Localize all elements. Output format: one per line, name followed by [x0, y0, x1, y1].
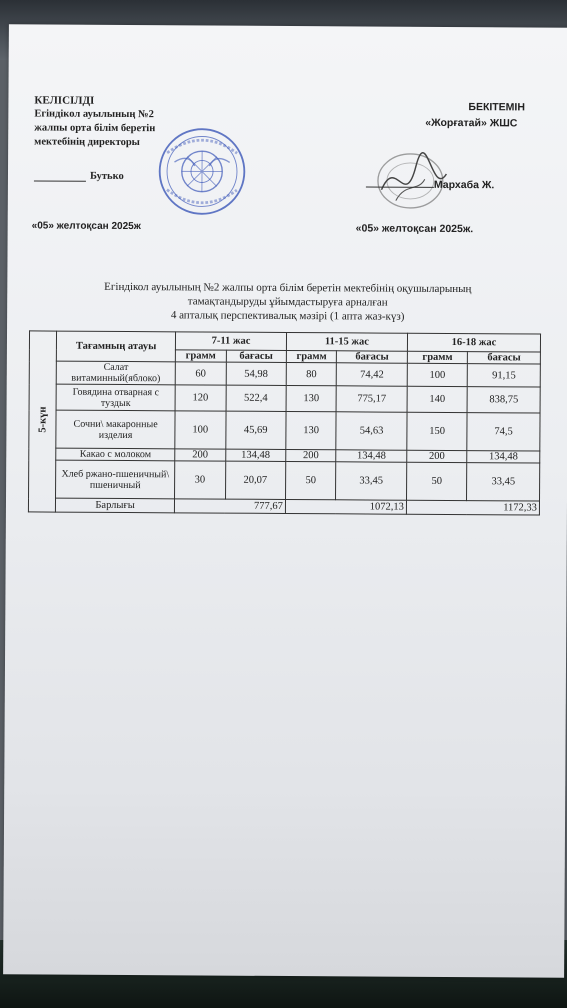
price-subheader: бағасы: [226, 350, 287, 362]
gram-value: 200: [407, 450, 468, 462]
document-title-line1: Егіндікол ауылының №2 жалпы орта білім беретін мектебінің оқушыларының: [104, 280, 472, 296]
price-value: 838,75: [467, 387, 540, 413]
price-value: 33,45: [336, 462, 407, 500]
gram-value: 130: [286, 385, 337, 411]
price-value: 54,63: [336, 412, 407, 450]
price-subheader: бағасы: [468, 352, 541, 364]
approval-left-line3: мектебінің директоры: [34, 136, 140, 149]
dish-name: Сочни\ макаронные изделия: [56, 410, 175, 449]
table-total-row: [28, 498, 539, 515]
gram-value: 100: [407, 363, 468, 386]
table-header-row: [29, 331, 540, 352]
dish-name: Салат витаминный(яблоко): [56, 361, 175, 385]
price-value: 74,42: [337, 363, 408, 386]
document-title-line3: 4 апталық перспективалық мәзірі (1 апта жаз-күз): [170, 309, 405, 323]
approval-right-signer: Мархаба Ж.: [433, 178, 495, 192]
gram-value: 120: [175, 385, 226, 411]
gram-value: 80: [286, 362, 337, 385]
price-value: 134,48: [225, 449, 286, 461]
total-value: 1072,13: [285, 499, 406, 514]
total-label: Барлығы: [56, 498, 175, 513]
total-value: 1172,33: [406, 500, 539, 515]
price-value: 74,5: [467, 413, 540, 451]
price-value: 91,15: [468, 364, 541, 387]
price-value: 33,45: [467, 463, 540, 501]
price-value: 134,48: [467, 451, 540, 463]
price-value: 134,48: [336, 450, 407, 462]
document-title-line2: тамақтандыруды ұйымдастыруға арналған: [187, 295, 388, 309]
gram-value: 60: [175, 362, 226, 385]
table-row: [29, 384, 540, 413]
dish-name: Какао с молоком: [56, 448, 175, 461]
signature-line-left: [34, 180, 86, 181]
total-value: 777,67: [175, 499, 286, 514]
table-row: [29, 460, 540, 501]
gram-subheader: грамм: [175, 350, 225, 362]
gram-value: 30: [175, 461, 226, 499]
price-value: 54,98: [226, 362, 287, 385]
age-group-header: 16-18 жас: [407, 333, 540, 352]
gram-value: 50: [406, 462, 467, 500]
dish-name: Говядина отварная с туздык: [56, 384, 175, 411]
day-label-cell: [28, 331, 56, 512]
gram-value: 200: [286, 449, 336, 461]
dish-name: Хлеб ржано-пшеничный\ пшеничный: [56, 460, 175, 499]
gram-value: 100: [175, 411, 226, 449]
price-value: 45,69: [225, 411, 286, 449]
approval-left-title: КЕЛІСІЛДІ: [34, 94, 95, 107]
table-row: [29, 410, 540, 451]
approval-left-date: «05» желтоқсан 2025ж: [31, 220, 141, 233]
price-subheader: бағасы: [337, 351, 408, 363]
age-group-header: 7-11 жас: [176, 332, 287, 351]
price-value: 20,07: [225, 461, 286, 499]
gram-value: 140: [407, 386, 468, 412]
price-value: 522,4: [226, 385, 287, 411]
gram-subheader: грамм: [407, 351, 468, 363]
table-row: [29, 361, 540, 387]
approval-right-title: БЕКІТЕМІН: [468, 101, 525, 114]
gram-value: 150: [407, 412, 468, 450]
approval-left-line1: Егіндікол ауылының №2: [34, 108, 154, 121]
price-value: 775,17: [336, 386, 407, 412]
age-group-header: 11-15 жас: [286, 332, 407, 351]
dish-column-header: Тағамның атауы: [57, 331, 176, 362]
gram-value: 200: [175, 449, 225, 461]
day-label: 5-күн: [37, 406, 49, 434]
menu-table: [28, 330, 541, 515]
approval-right-org: «Жорғатай» ЖШС: [425, 116, 518, 130]
document-page: [3, 24, 567, 977]
approval-right-date: «05» желтоқсан 2025ж.: [355, 222, 474, 236]
gram-value: 130: [286, 411, 337, 449]
gram-subheader: грамм: [286, 350, 336, 362]
gram-value: 50: [285, 461, 336, 499]
official-seal-stamp: [156, 125, 249, 218]
approval-left-signer: Бутько: [89, 170, 124, 182]
approval-left-line2: жалпы орта білім беретін: [34, 122, 156, 135]
